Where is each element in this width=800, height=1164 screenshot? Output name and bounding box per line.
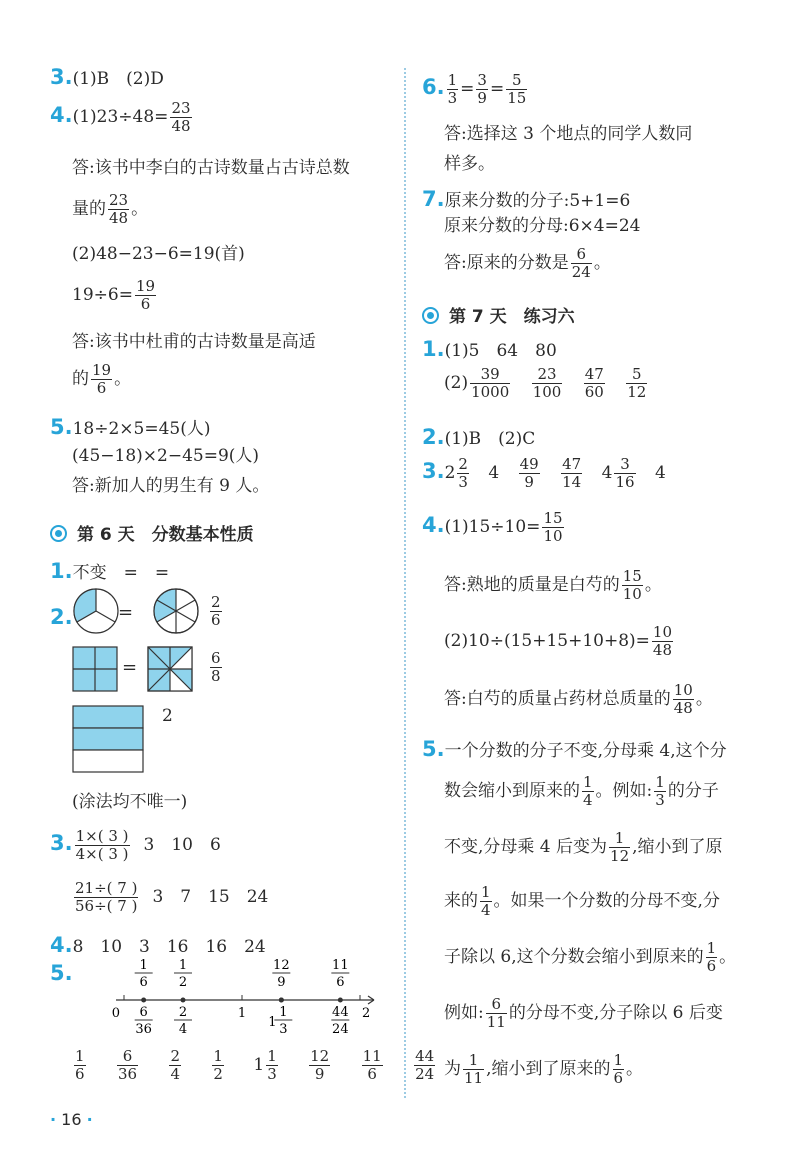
point-label-top-numerator: 1 [178,958,188,973]
answer-5-line-1: 5.18÷2×5=45(人) [50,415,211,439]
rectangle-thirds-shaded [72,705,146,775]
answer-4-text-1: 答:该书中李白的古诗数量占古诗总数 [72,158,350,178]
circle-fraction-diagrams [72,586,217,640]
equals-sign: = [118,602,134,623]
point-label-top-numerator: 1 [139,958,148,973]
s6-answer-3-row-2: $\frac{21\div( 7 )}{56\div( 7 )}$ 3 7 15 24 [75,879,269,915]
mixed-whole: 1 [268,1015,277,1030]
square-quarters-shaded [73,647,117,691]
fraction: $\frac{19}{6}$ [92,361,112,397]
point-label-top-numerator: 12 [273,958,290,973]
point-label-mixed-numerator: 1 [279,1005,288,1020]
square-eighths-shaded [148,647,192,691]
point-label-bottom-numerator: 6 [139,1005,148,1020]
answer-4-text-3: 答:该书中杜甫的古诗数量是高适 [72,332,316,352]
answer-4-line-1: 4.(1)23÷48= $\frac{23}{48}$ [50,99,191,135]
equals-sign: = [122,657,138,678]
s7-answer-4-line-1: 4.(1)15÷10= $\frac{15}{10}$ [422,509,563,545]
section-heading-day-6: 第 6 天 分数基本性质 [50,520,254,545]
number-line [68,958,371,1042]
circle-halves-shaded [74,589,118,633]
tick-label: 2 [362,1006,371,1021]
point-dot [279,998,284,1003]
point-label-top-denominator: 9 [277,975,286,990]
s7-answer-5-line-1: 5.一个分数的分子不变,分母乘 4,这个分 [422,737,727,761]
s7-answer-1-line-1: 1.(1)5 64 80 [422,337,557,361]
answer-5-line-2: (45−18)×2−45=9(人) [72,446,260,466]
answer-4-text-4: 的 $\frac{19}{6}$ 。 [72,361,132,397]
point-label-mixed-denominator: 3 [279,1022,288,1037]
column-divider [404,68,406,1098]
s7-answer-5-line-2: 数会缩小到原来的 $\frac{1}{4}$ 。例如: $\frac{1}{3}$ 的分子 [444,773,719,809]
s7-answer-1-line-2: (2) $\frac{39}{1000}$ $\frac{23}{100}$ $\frac{47}{60}$ $\frac{5}{12}$ [444,365,647,401]
answer-7-line-2: 原来分数的分母:6×4=24 [444,216,641,236]
s7-answer-4-line-2: (2)10÷(15+15+10+8)= $\frac{10}{48}$ [444,623,673,659]
answer-4-line-2: (2)48−23−6=19(首) [72,244,245,264]
s7-answer-5-line-3: 不变,分母乘 4 后变为 $\frac{1}{12}$ ,缩小到了原 [444,829,723,865]
answer-4-line-3: 19÷6= $\frac{19}{6}$ [72,277,156,313]
s6-answer-4: 4.8 10 3 16 16 24 [50,933,266,957]
target-icon [422,307,439,324]
s7-answer-2: 2.(1)B (2)C [422,425,536,449]
fraction: $\frac{6}{8}$ [211,649,221,685]
s6-answer-1: 1.不变 = = [50,559,170,583]
point-label-bottom-numerator: 2 [178,1005,188,1020]
s7-answer-5-line-4: 来的 $\frac{1}{4}$ 。如果一个分数的分母不变,分 [444,883,720,919]
section-heading-day-7: 第 7 天 练习六 [422,302,575,327]
point-label-bottom-numerator: 44 [332,1005,349,1020]
fraction: $\frac{19}{6}$ [135,277,156,313]
circle-sixths-shaded [154,589,198,633]
s6-answer-5-row: $\frac{1}{6}$ $\frac{6}{36}$ $\frac{2}{4}$ $\frac{1}{2}$ 1 $\frac{1}{3}$ $\frac{12}{9}$ $\frac{11}{6}$ $\frac{44}{24}$ [75,1047,435,1083]
page-number: · 16 · [50,1110,93,1129]
point-dot [338,998,343,1003]
fraction: $\frac{23}{48}$ [109,191,129,227]
shading-note: (涂法均不唯一) [72,792,188,812]
s7-answer-5-line-7: 为 $\frac{1}{11}$ ,缩小到了原来的 $\frac{1}{6}$ 。 [444,1051,644,1087]
point-dot [141,998,146,1003]
point-dot [181,998,186,1003]
answer-6: 6. $\frac{1}{3}$ = $\frac{3}{9}$ = $\frac{5}{15}$ [422,71,527,107]
fraction: $\frac{2}{6}$ [211,593,221,629]
answer-3: 3.(1)B (2)D [50,65,164,89]
point-label-top-numerator: 11 [332,958,349,973]
s7-answer-3: 3.2 $\frac{2}{3}$ 4 $\frac{49}{9}$ $\frac{47}{14}$ 4 $\frac{3}{16}$ 4 [422,455,666,491]
answer-7-text: 答:原来的分数是 $\frac{6}{24}$ 。 [444,245,611,281]
point-label-bottom-denominator: 36 [135,1022,152,1037]
answer-6-text-1: 答:选择这 3 个地点的同学人数同 [444,124,693,144]
s6-answer-5-num: 5. [50,961,73,985]
tick-label: 0 [111,1006,120,1021]
s6-answer-3-row-1: 3. $\frac{1\times( 3 )}{4\times( 3 )}$ 3 10 6 [50,827,221,863]
target-icon [50,525,67,542]
point-label-top-denominator: 6 [139,975,148,990]
s6-answer-2-num: 2. [50,605,73,629]
shaded-count: 2 [162,706,173,726]
answer-7-line-1: 7.原来分数的分子:5+1=6 [422,187,631,211]
answer-4-text-2: 量的 $\frac{23}{48}$ 。 [72,191,149,227]
s7-answer-5-line-5: 子除以 6,这个分数会缩小到原来的 $\frac{1}{6}$ 。 [444,939,737,975]
s7-answer-5-line-6: 例如: $\frac{6}{11}$ 的分母不变,分子除以 6 后变 [444,995,723,1031]
s7-answer-4-text-2: 答:白芍的质量占药材总质量的 $\frac{10}{48}$ 。 [444,681,713,717]
point-label-top-denominator: 6 [336,975,345,990]
fraction: $\frac{23}{48}$ [171,99,191,135]
answer-6-text-2: 样多。 [444,154,495,174]
point-label-top-denominator: 2 [178,975,188,990]
s7-answer-4-text-1: 答:熟地的质量是白芍的 $\frac{15}{10}$ 。 [444,567,662,603]
point-label-bottom-denominator: 24 [332,1022,349,1037]
tick-label: 1 [237,1006,247,1021]
answer-5-line-3: 答:新加人的男生有 9 人。 [72,476,270,496]
point-label-bottom-denominator: 4 [178,1022,188,1037]
